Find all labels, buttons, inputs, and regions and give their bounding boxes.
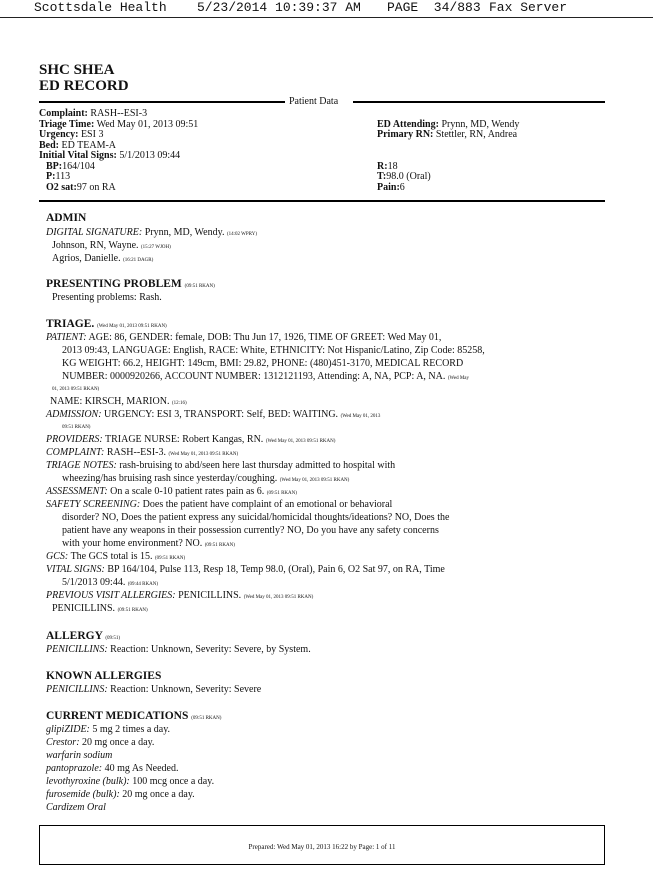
triage-safety-line: with your home environment? NO. (09:51 RKAN) <box>62 538 235 549</box>
triage-heading: TRIAGE. (Wed May 01, 2013 09:51 RKAN) <box>46 318 167 330</box>
complaint-row: Complaint: RASH--ESI-3 <box>39 108 148 119</box>
admin-heading: ADMIN <box>46 212 87 224</box>
temp-row: T:98.0 (Oral) <box>377 171 431 182</box>
triage-notes-line: wheezing/has bruising rash since yesterday/coughing. (Wed May 01, 2013 09:51 RKAN) <box>62 473 350 484</box>
triage-safety-line: disorder? NO, Does the patient express any suicidal/homicidal thoughts/ideations? NO, Does the <box>62 512 450 523</box>
triage-admission-line: ADMISSION: URGENCY: ESI 3, TRANSPORT: Self, BED: WAITING. (Wed May 01, 2013 <box>46 409 381 420</box>
divider <box>39 200 605 202</box>
divider <box>353 101 605 103</box>
triage-safety-line: SAFETY SCREENING: Does the patient have complaint of an emotional or behavioral <box>46 499 393 510</box>
fax-header <box>0 0 653 18</box>
fax-page: PAGE 34/883 <box>387 0 481 15</box>
medication-item: furosemide (bulk): 20 mg once a day. <box>46 789 195 800</box>
footer-text: Prepared: Wed May 01, 2013 16:22 by Page: 1 of 11 <box>248 843 396 851</box>
section-label: Patient Data <box>289 96 339 107</box>
triage-patient-line: KG WEIGHT: 66.2, HEIGHT: 149cm, BMI: 29.82, PHONE: (480)451-3170, MEDICAL RECORD <box>62 358 464 369</box>
bed-row: Bed: ED TEAM-A <box>39 139 117 151</box>
timestamp: 09:51 RKAN) <box>62 425 91 430</box>
doc-title: ED RECORD <box>39 78 129 94</box>
presenting-text: Presenting problems: Rash. <box>52 292 162 303</box>
medication-item: glipiZIDE: 5 mg 2 times a day. <box>46 724 171 735</box>
divider <box>39 101 285 103</box>
triage-patient-line: PATIENT: AGE: 86, GENDER: female, DOB: Thu Jun 17, 1926, TIME OF GREET: Wed May 01, <box>46 332 442 343</box>
triage-vitals-line: 5/1/2013 09:44. (09:44 RKAN) <box>62 577 158 588</box>
triage-patient-line: 2013 09:43, LANGUAGE: English, RACE: White, ETHNICITY: Not Hispanic/Latino, Zip Code: 85258, <box>62 345 485 356</box>
medications-heading: CURRENT MEDICATIONS (09:51 RKAN) <box>46 710 222 722</box>
fax-datetime: 5/23/2014 10:39:37 AM <box>197 0 361 15</box>
triage-safety-line: patient have any weapons in their possession currently? NO, Do you have any safety concerns <box>62 525 439 536</box>
bp-row: BP:164/104 <box>46 160 95 172</box>
triage-patient-line: NUMBER: 0000920266, ACCOUNT NUMBER: 1312121193, Attending: A, NA, PCP: A, NA. (Wed May <box>62 371 469 382</box>
medication-item: pantoprazole: 40 mg As Needed. <box>46 763 179 774</box>
triage-assessment-line: ASSESSMENT: On a scale 0-10 patient rates pain as 6. (09:51 RKAN) <box>46 486 297 497</box>
triage-prev-allergies-line: PREVIOUS VISIT ALLERGIES: PENICILLINS. (Wed May 01, 2013 09:51 RKAN) <box>46 590 314 601</box>
o2-row: O2 sat:97 on RA <box>46 181 116 193</box>
triage-complaint-line: COMPLAINT: RASH--ESI-3. (Wed May 01, 2013 09:51 RKAN) <box>46 447 239 458</box>
signature-line: DIGITAL SIGNATURE: Prynn, MD, Wendy. (14:02 WPRY) <box>46 227 258 238</box>
medication-item: warfarin sodium <box>46 750 113 761</box>
doc-org: SHC SHEA <box>39 62 115 78</box>
triage-gcs-line: GCS: The GCS total is 15. (09:51 RKAN) <box>46 551 186 562</box>
triage-notes-line: TRIAGE NOTES: rash-bruising to abd/seen here last thursday admitted to hospital with <box>46 460 396 471</box>
triage-time-row: Triage Time: Wed May 01, 2013 09:51 <box>39 118 199 130</box>
allergy-heading: ALLERGY (09:51) <box>46 630 121 642</box>
page-footer <box>39 825 605 865</box>
vitals-row: Initial Vital Signs: 5/1/2013 09:44 <box>39 150 181 161</box>
known-allergies-heading: KNOWN ALLERGIES <box>46 670 162 682</box>
medication-item: Crestor: 20 mg once a day. <box>46 737 155 748</box>
attending-row: ED Attending: Prynn, MD, Wendy <box>377 118 520 130</box>
fax-org: Scottsdale Health <box>34 0 167 15</box>
signature-line: Johnson, RN, Wayne. (15:27 WJOH) <box>52 240 171 251</box>
triage-prev-allergies-line: PENICILLINS. (09:51 RKAN) <box>52 603 148 614</box>
urgency-row: Urgency: ESI 3 <box>39 129 104 140</box>
medication-item: Cardizem Oral <box>46 802 106 813</box>
timestamp: 01, 2013 09:51 RKAN) <box>52 387 100 392</box>
pain-row: Pain:6 <box>377 181 405 193</box>
medication-item: levothyroxine (bulk): 100 mcg once a day. <box>46 776 215 787</box>
known-allergy-line: PENICILLINS: Reaction: Unknown, Severity: Severe <box>46 684 262 695</box>
resp-row: R:18 <box>377 160 398 172</box>
primary-rn-row: Primary RN: Stettler, RN, Andrea <box>377 129 518 140</box>
pulse-row: P:113 <box>46 171 71 182</box>
fax-server: Fax Server <box>489 0 568 15</box>
allergy-line: PENICILLINS: Reaction: Unknown, Severity: Severe, by System. <box>46 644 311 655</box>
presenting-heading: PRESENTING PROBLEM (09:51 RKAN) <box>46 278 215 290</box>
signature-line: Agrios, Danielle. (16:21 DAGR) <box>52 253 154 264</box>
triage-vitals-line: VITAL SIGNS: BP 164/104, Pulse 113, Resp 18, Temp 98.0, (Oral), Pain 6, O2 Sat 97, on RA, Time <box>46 564 445 575</box>
triage-name-line: NAME: KIRSCH, MARION. (12:16) <box>50 396 187 407</box>
triage-providers-line: PROVIDERS: TRIAGE NURSE: Robert Kangas, RN. (Wed May 01, 2013 09:51 RKAN) <box>46 434 336 445</box>
